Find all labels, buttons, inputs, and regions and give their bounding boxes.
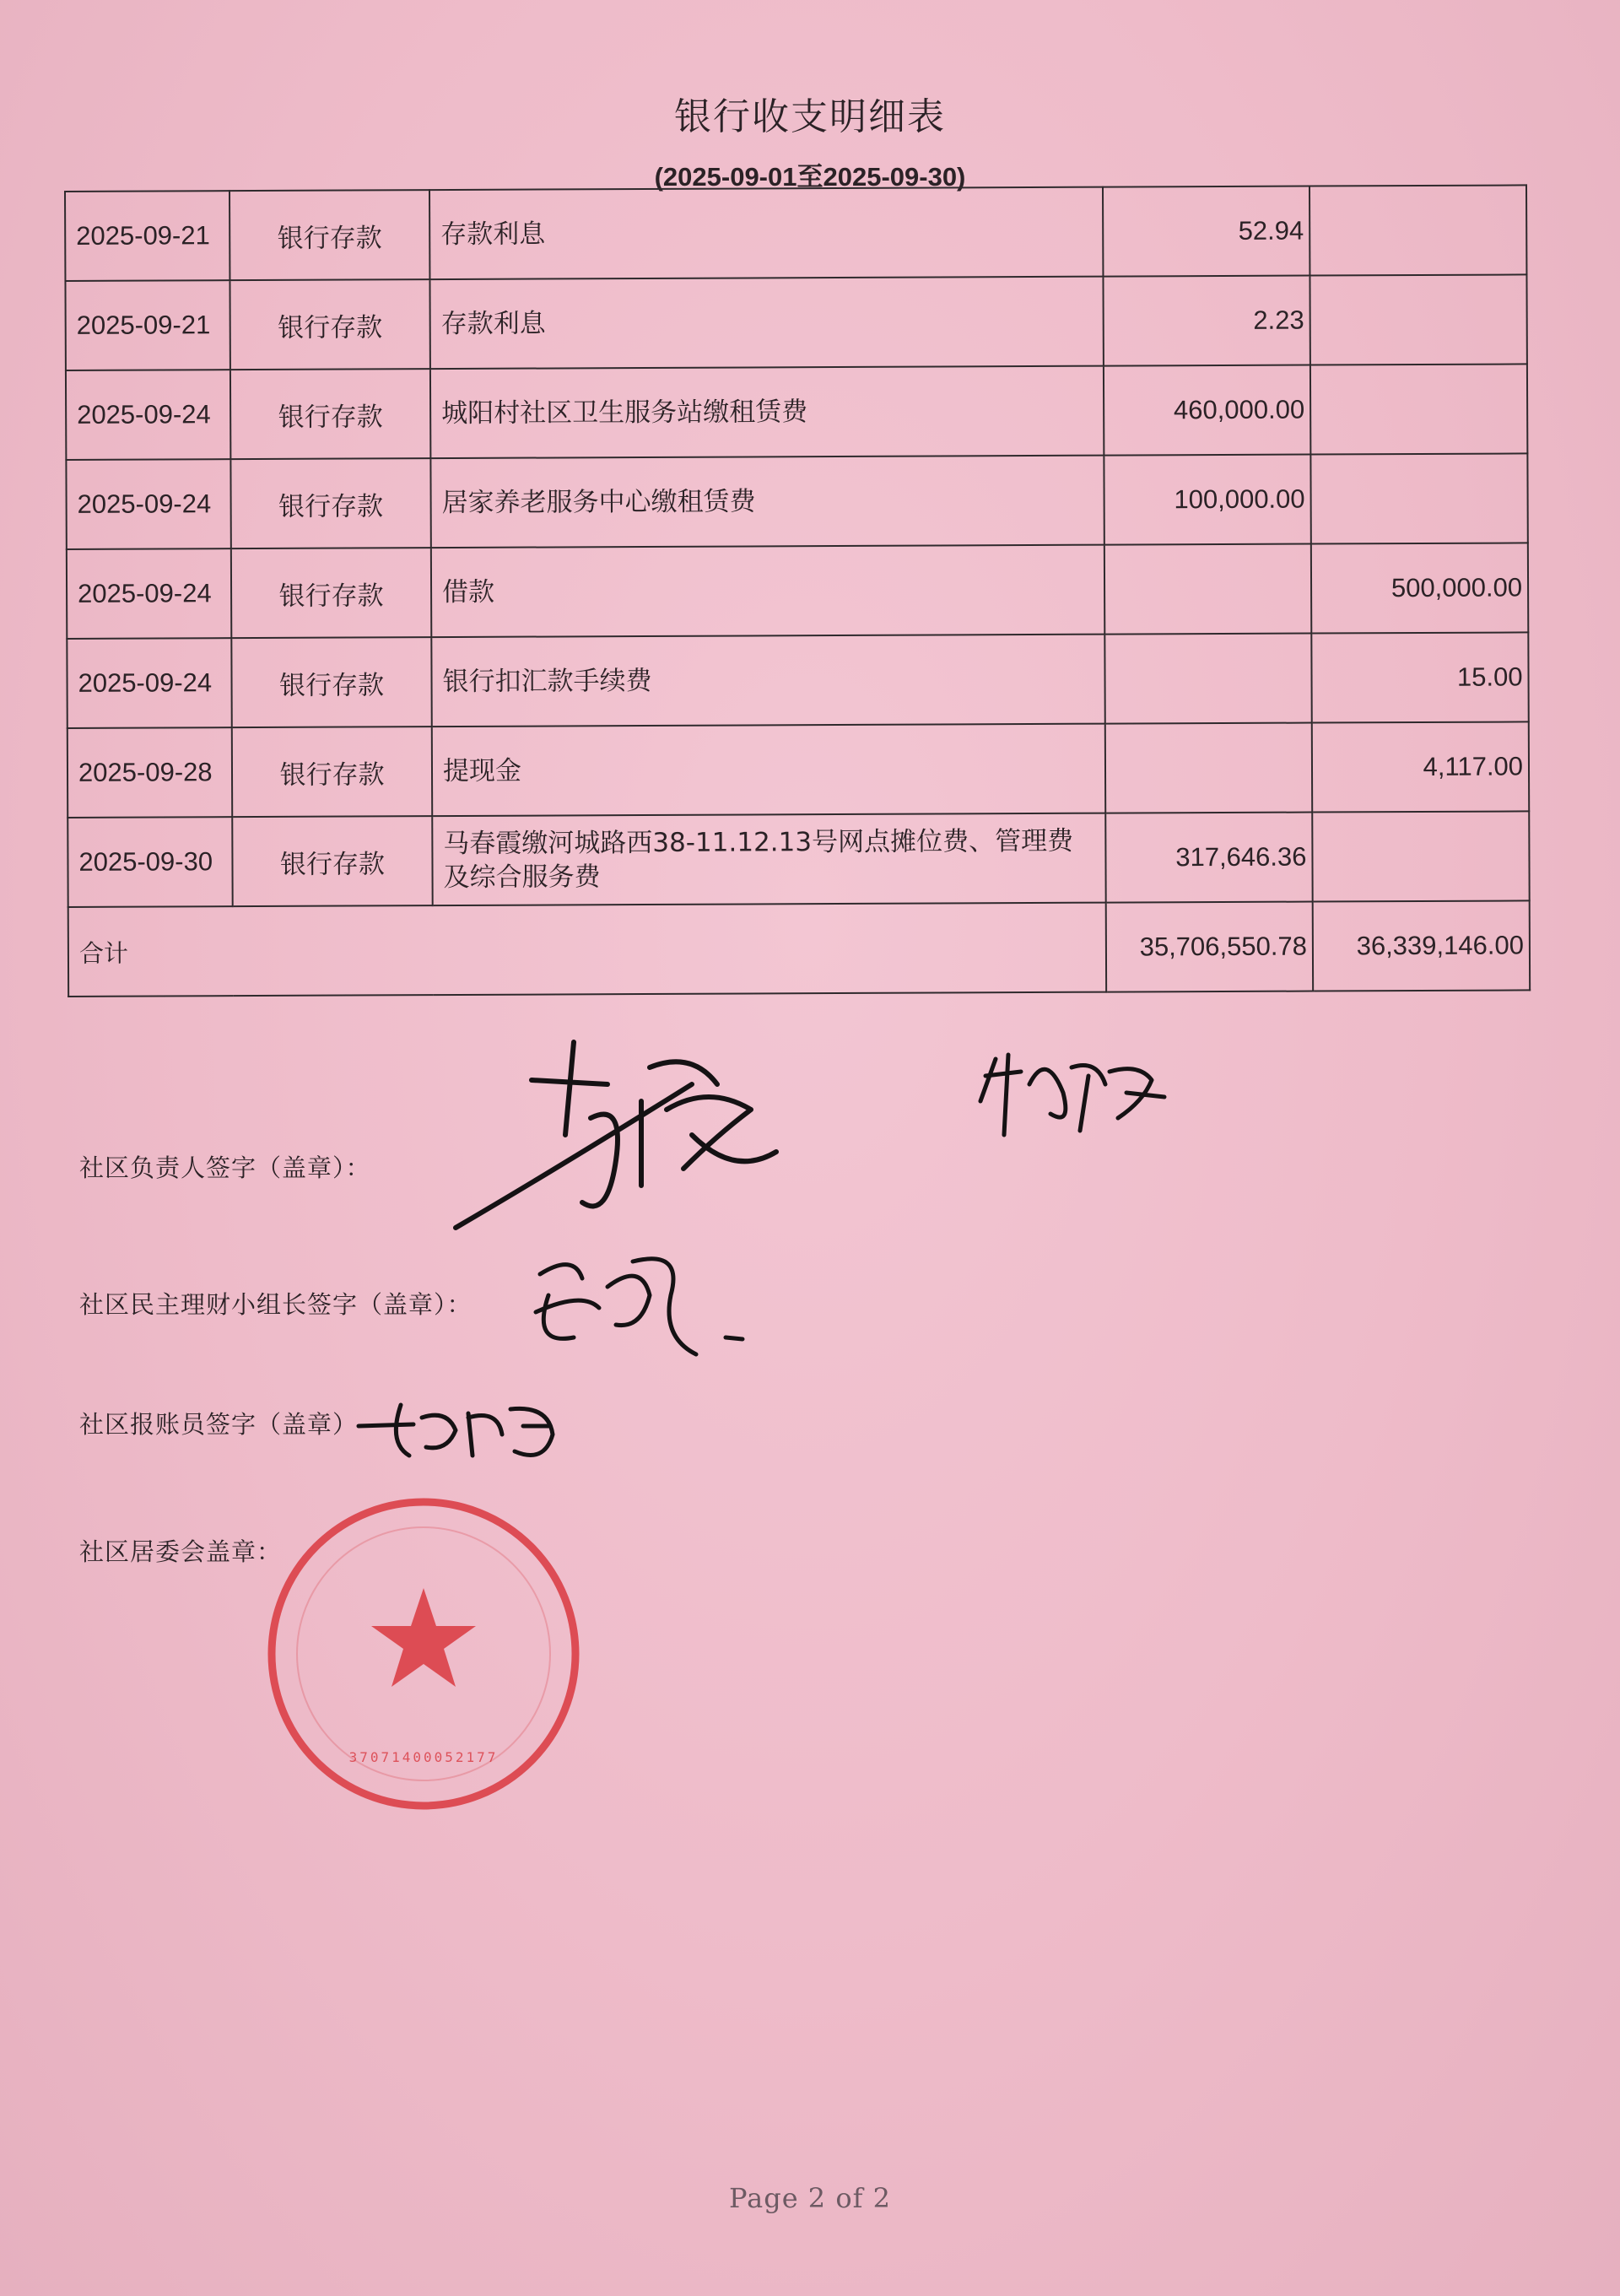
committee-seal <box>263 1494 584 1814</box>
table-row <box>65 185 1526 281</box>
ledger-table <box>64 184 1531 997</box>
row-date: 2025-09-21 <box>65 191 230 281</box>
row-account: 银行存款 <box>230 458 430 548</box>
row-date: 2025-09-21 <box>65 280 230 370</box>
seal-code: 37071400052177 <box>348 1749 499 1765</box>
accountant-signature-label: 社区报账员签字（盖章） <box>79 1410 359 1439</box>
table-row <box>66 453 1527 549</box>
row-summary: 居家养老服务中心缴租赁费 <box>430 456 1104 548</box>
row-income <box>1104 544 1311 635</box>
total-row <box>68 900 1530 997</box>
table-row <box>68 721 1529 818</box>
total-income: 35,706,550.78 <box>1106 902 1313 992</box>
row-summary: 存款利息 <box>429 187 1103 279</box>
signature-leader <box>439 1034 793 1236</box>
row-account: 银行存款 <box>230 369 430 459</box>
row-income: 52.94 <box>1103 186 1310 277</box>
committee-seal-label: 社区居委会盖章： <box>79 1537 283 1566</box>
finance-group-signature-label: 社区民主理财小组长签字（盖章）： <box>79 1290 472 1319</box>
row-date: 2025-09-24 <box>66 370 230 460</box>
row-summary: 城阳村社区卫生服务站缴租赁费 <box>430 366 1104 458</box>
signature-finance-group <box>523 1245 751 1371</box>
row-account: 银行存款 <box>230 190 429 280</box>
row-income <box>1105 723 1312 813</box>
row-income: 460,000.00 <box>1104 365 1310 456</box>
table-row <box>67 632 1528 728</box>
row-expense <box>1310 453 1527 543</box>
row-expense <box>1310 185 1526 275</box>
table-row <box>68 811 1529 907</box>
row-summary: 马春霞缴河城路西38-11.12.13号网点摊位费、管理费及综合服务费 <box>432 813 1105 905</box>
row-summary: 存款利息 <box>429 277 1103 369</box>
signature-top-right <box>970 1034 1173 1152</box>
table-row <box>66 364 1527 460</box>
row-expense: 15.00 <box>1311 632 1528 722</box>
row-account: 银行存款 <box>231 637 431 727</box>
row-expense: 4,117.00 <box>1312 721 1529 812</box>
row-date: 2025-09-24 <box>67 548 231 639</box>
row-income: 317,646.36 <box>1105 813 1312 903</box>
leader-signature-label: 社区负责人签字（盖章）： <box>79 1153 371 1182</box>
row-income <box>1104 634 1311 724</box>
row-summary: 银行扣汇款手续费 <box>431 635 1104 727</box>
document-period: (2025-09-01至2025-09-30) <box>654 162 966 192</box>
document-title: 银行收支明细表 <box>674 95 946 138</box>
row-account: 银行存款 <box>230 279 429 370</box>
row-account: 银行存款 <box>231 548 431 638</box>
row-date: 2025-09-24 <box>66 459 230 549</box>
row-date: 2025-09-30 <box>68 817 232 907</box>
row-expense <box>1310 274 1526 365</box>
row-expense <box>1312 811 1529 901</box>
row-expense <box>1310 364 1527 454</box>
row-date: 2025-09-28 <box>68 727 232 818</box>
table-row <box>65 274 1526 370</box>
ledger-body <box>65 185 1530 997</box>
row-date: 2025-09-24 <box>67 638 231 728</box>
page-number: Page 2 of 2 <box>729 2182 891 2214</box>
row-summary: 借款 <box>431 545 1104 637</box>
star-icon <box>371 1588 476 1687</box>
row-income: 2.23 <box>1103 276 1310 366</box>
total-expense: 36,339,146.00 <box>1313 900 1530 991</box>
row-account: 银行存款 <box>232 816 432 906</box>
row-expense: 500,000.00 <box>1311 543 1528 633</box>
row-summary: 提现金 <box>432 724 1105 816</box>
table-row <box>67 543 1528 639</box>
row-account: 银行存款 <box>232 727 432 817</box>
row-income: 100,000.00 <box>1104 455 1310 545</box>
total-label: 合计 <box>68 903 1106 997</box>
signature-accountant <box>354 1384 574 1468</box>
